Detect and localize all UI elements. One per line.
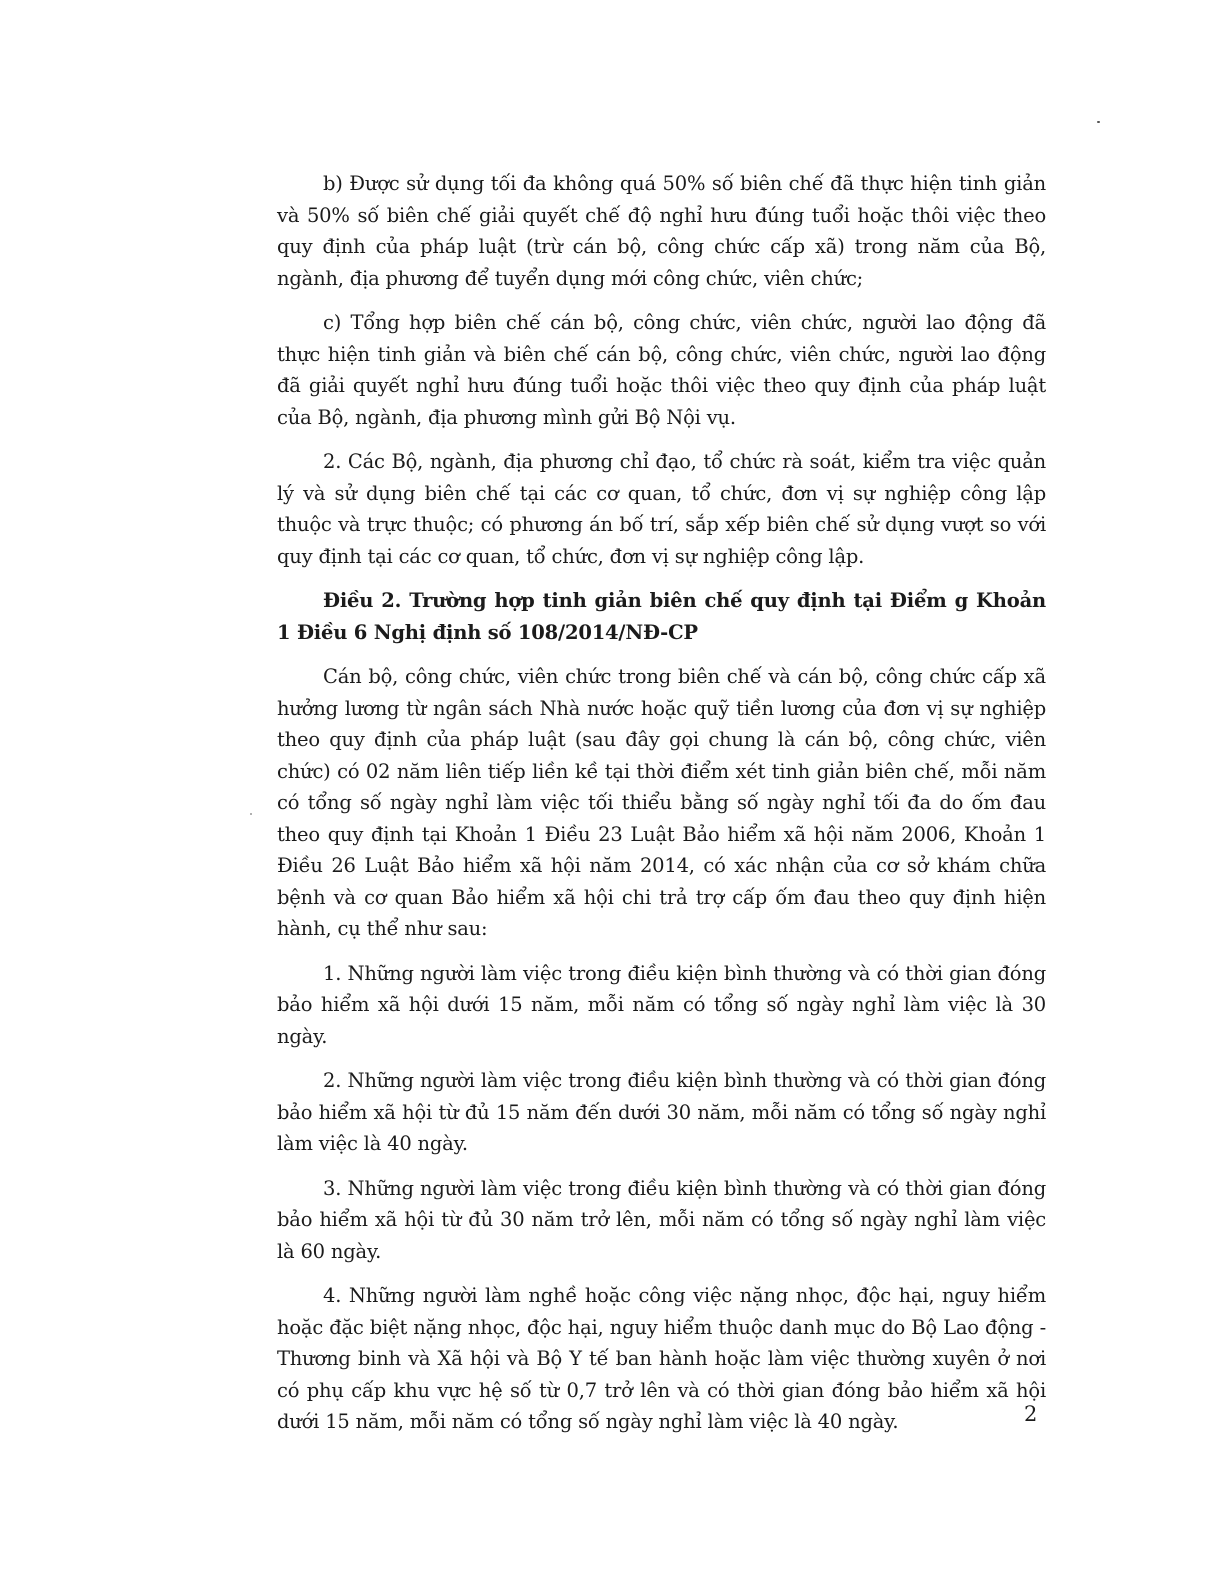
- article-2-item-3: 3. Những người làm việc trong điều kiện bình thường và có thời gian đóng bảo hiểm xã hội từ đủ 30 năm trở lên, mỗi năm có tổng số ngày nghỉ làm việc là 60 ngày.: [277, 1176, 1046, 1263]
- paragraph-c: c) Tổng hợp biên chế cán bộ, công chức, viên chức, người lao động đã thực hiện tinh giản và biên chế cán bộ, công chức, viên chức, người lao động đã giải quyết nghỉ hưu đúng tuổi hoặc thôi việc theo quy định của pháp luật của Bộ, ngành, địa phương mình gửi Bộ Nội vụ.: [277, 311, 1046, 429]
- page-number: 2: [1024, 1402, 1038, 1426]
- article-2-heading: Điều 2. Trường hợp tinh giản biên chế quy định tại Điểm g Khoản 1 Điều 6 Nghị định số 108/2014/NĐ-CP: [277, 589, 1046, 644]
- article-2-intro: Cán bộ, công chức, viên chức trong biên chế và cán bộ, công chức cấp xã hưởng lương từ ngân sách Nhà nước hoặc quỹ tiền lương của đơn vị sự nghiệp theo quy định của pháp luật (sau đây gọi chung là cán bộ, công chức, viên chức) có 02 năm liên tiếp liền kề tại thời điểm xét tinh giản biên chế, mỗi năm có tổng số ngày nghỉ làm việc tối thiểu bằng số ngày nghỉ tối đa do ốm đau theo quy định tại Khoản 1 Điều 23 Luật Bảo hiểm xã hội năm 2006, Khoản 1 Điều 26 Luật Bảo hiểm xã hội năm 2014, có xác nhận của cơ sở khám chữa bệnh và cơ quan Bảo hiểm xã hội chi trả trợ cấp ốm đau theo quy định hiện hành, cụ thể như sau:: [277, 665, 1046, 940]
- scan-speck: [1097, 121, 1100, 123]
- article-2-item-1: 1. Những người làm việc trong điều kiện bình thường và có thời gian đóng bảo hiểm xã hội dưới 15 năm, mỗi năm có tổng số ngày nghỉ làm việc là 30 ngày.: [277, 961, 1046, 1048]
- paragraph-2: 2. Các Bộ, ngành, địa phương chỉ đạo, tổ chức rà soát, kiểm tra việc quản lý và sử dụng biên chế tại các cơ quan, tổ chức, đơn vị sự nghiệp công lập thuộc và trực thuộc; có phương án bố trí, sắp xếp biên chế sử dụng vượt so với quy định tại các cơ quan, tổ chức, đơn vị sự nghiệp công lập.: [277, 450, 1046, 568]
- scan-speck: [250, 813, 252, 815]
- article-2-item-2: 2. Những người làm việc trong điều kiện bình thường và có thời gian đóng bảo hiểm xã hội từ đủ 15 năm đến dưới 30 năm, mỗi năm có tổng số ngày nghỉ làm việc là 40 ngày.: [277, 1069, 1046, 1155]
- paragraph-b: b) Được sử dụng tối đa không quá 50% số biên chế đã thực hiện tinh giản và 50% số biên chế giải quyết chế độ nghỉ hưu đúng tuổi hoặc thôi việc theo quy định của pháp luật (trừ cán bộ, công chức cấp xã) trong năm của Bộ, ngành, địa phương để tuyển dụng mới công chức, viên chức;: [277, 172, 1046, 290]
- article-2-item-4: 4. Những người làm nghề hoặc công việc nặng nhọc, độc hại, nguy hiểm hoặc đặc biệt nặng nhọc, độc hại, nguy hiểm thuộc danh mục do Bộ Lao động - Thương binh và Xã hội và Bộ Y tế ban hành hoặc làm việc thường xuyên ở nơi có phụ cấp khu vực hệ số từ 0,7 trở lên và có thời gian đóng bảo hiểm xã hội dưới 15 năm, mỗi năm có tổng số ngày nghỉ làm việc là 40 ngày.: [277, 1284, 1046, 1433]
- document-body: [277, 168, 1046, 1451]
